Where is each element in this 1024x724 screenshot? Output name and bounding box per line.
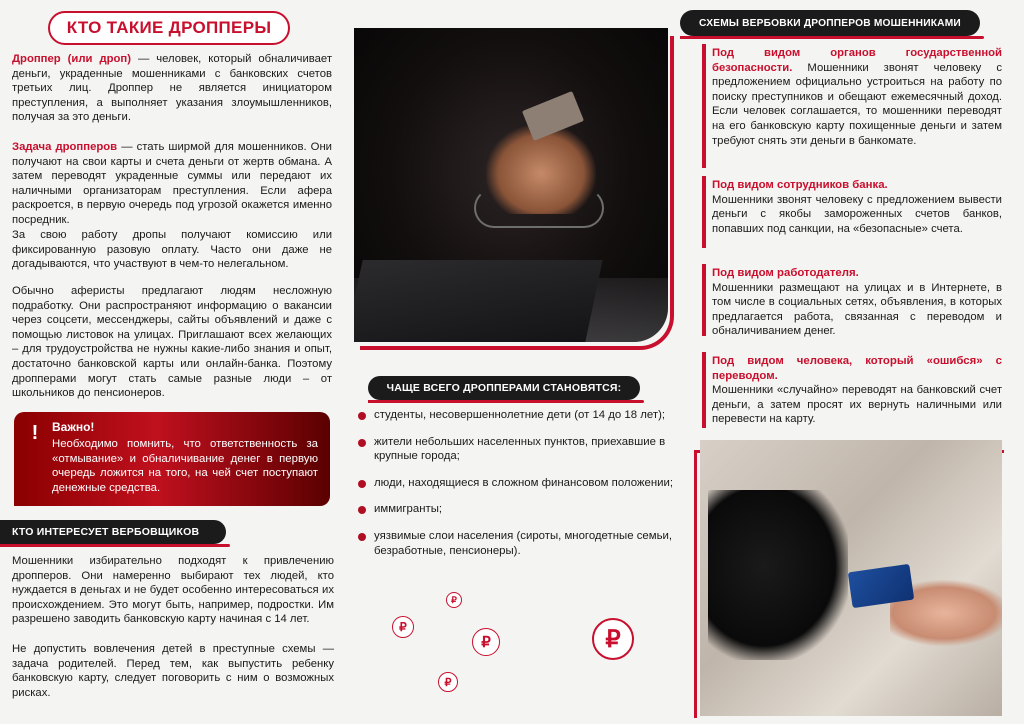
bullet-list	[356, 408, 676, 570]
ruble-coin-icon: ₽	[472, 628, 500, 656]
list-item: иммигранты;	[356, 502, 676, 517]
section-header-recruiters: КТО ИНТЕРЕСУЕТ ВЕРБОВЩИКОВ	[0, 520, 226, 544]
ruble-coin-icon: ₽	[446, 592, 462, 608]
photo-glove-card-handover	[700, 440, 1002, 716]
warning-icon: !	[31, 422, 39, 444]
column-middle	[342, 0, 680, 724]
page-title: КТО ТАКИЕ ДРОППЕРЫ	[48, 11, 290, 45]
list-item: люди, находящиеся в сложном финансовом положении;	[356, 476, 676, 491]
column-left	[0, 0, 342, 724]
ruble-coin-icon: ₽	[592, 618, 634, 660]
column-right	[680, 0, 1024, 724]
term-dropper: Дроппер (или дроп)	[12, 53, 132, 65]
important-text: Необходимо помнить, что ответственность за «отмывание» и обналичивание денег в первую очередь ложится на того, на чей счет поступают денежные средства.	[52, 438, 318, 494]
important-heading: Важно!	[52, 420, 95, 434]
laptop-shape	[354, 260, 603, 342]
list-item: уязвимые слои населения (сироты, многодетные семьи, безработные, пенсионеры).	[356, 529, 676, 558]
list-item: жители небольших населенных пунктов, приехавшие в крупные города;	[356, 435, 676, 464]
ruble-coin-icon: ₽	[392, 616, 414, 638]
paragraph-definition: Дроппер (или дроп) — человек, который обналичивает деньги, украденные мошенниками с банковских счетов третьих лиц. Дроппер не является инициатором преступления, а выполняет указания злоумышленников, получая за это деньги.	[12, 53, 332, 124]
paragraph-recruitment: Обычно аферисты предлагают людям несложную подработку. Они распространяют информацию о вакансии через соцсети, мессенджеры, сайты объявлений и даже с помощью листовок на улицах. Приглашают всех желающих – для трудоустройства не нужны какие-либо знания и опыт, достаточно банковской карты или онлайн-банка. Поэтому дропперами могут стать самые разные люди – от школьников до пенсионеров.	[12, 285, 332, 400]
scheme-employer: Под видом работодателя. Мошенники размещают на улицах и в Интернете, в том числе в социальных сетях, объявления, в которых предлагается работа, связанная с переводом и обналичиванием денег.	[712, 267, 1002, 338]
scheme-bank: Под видом сотрудников банка. Мошенники звонят человеку с предложением вывести деньги с якобы замороженных счетов банков, попавших под санкции, на «безопасные» счета.	[712, 179, 1002, 235]
black-glove-shape	[708, 490, 848, 660]
list-item: студенты, несовершеннолетние дети (от 14 до 18 лет);	[356, 408, 676, 423]
term-task: Задача дропперов	[12, 141, 118, 153]
scheme-mistaken-transfer: Под видом человека, который «ошибся» с переводом. Мошенники «случайно» переводят на банковский счет деньги, а затем просят их вернуть наличными или перевести на карту.	[712, 355, 1002, 426]
paragraph-parents: Не допустить вовлечения детей в преступные схемы — задача родителей. Перед тем, как выпустить ребенку банковскую карту, следует поговорить с ним о возможных рисках.	[12, 643, 334, 699]
section-header-who-becomes: ЧАЩЕ ВСЕГО ДРОППЕРАМИ СТАНОВЯТСЯ:	[368, 376, 640, 400]
important-box	[14, 412, 330, 506]
paragraph-payment: За свою работу дропы получают комиссию или фиксированную разовую оплату. Часто они даже не догадываются, что участвуют в чем-то нелегальном.	[12, 229, 332, 271]
paragraph-selection: Мошенники избирательно подходят к привлечению дропперов. Они намеренно выбирают тех людей, кто нуждается в деньгах и не будет особенно интересоваться их происхождением. Это могут быть, например, подростки. Им разрешено заводить банковскую карту начиная с 14 лет.	[12, 555, 334, 626]
scheme-security: Под видом органов государственной безопасности. Мошенники звонят человеку с предложением официально устроиться на работу по поиску преступников и обещают ежемесячный доход. Если человек соглашается, то мошенники переводят на его банковскую карту похищенные деньги и затем требуют снять эти деньги в банкомате.	[712, 47, 1002, 147]
paragraph-task: Задача дропперов — стать ширмой для мошенников. Они получают на свои карты и счета деньги от жертв обмана. А затем переводят украденные суммы или передают их наличными организаторам преступления. Если афера раскроется, в первую очередь под угрозой окажется именно посредник.	[12, 141, 332, 226]
section-header-schemes: СХЕМЫ ВЕРБОВКИ ДРОППЕРОВ МОШЕННИКАМИ	[680, 10, 980, 36]
ruble-coin-icon: ₽	[438, 672, 458, 692]
photo-handcuffed-hands	[354, 28, 668, 342]
